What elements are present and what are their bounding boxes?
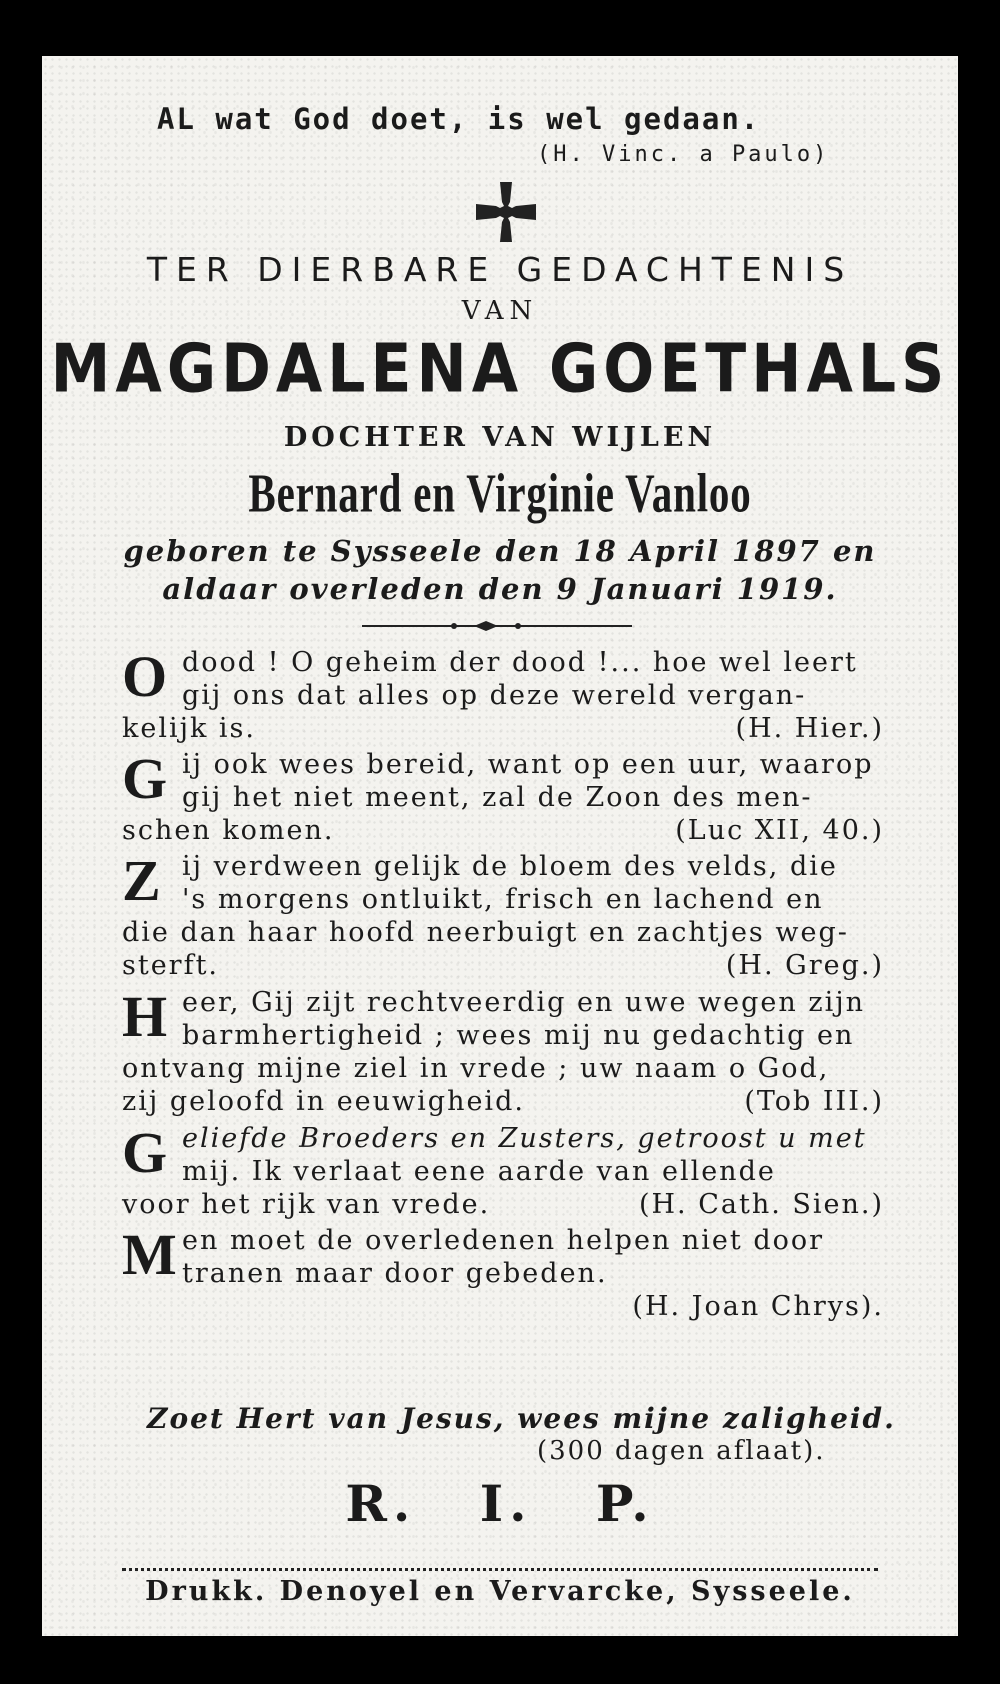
passage-line: gij het niet meent, zal de Zoon des men- bbox=[182, 782, 813, 813]
passage-chrys bbox=[122, 1224, 884, 1323]
passage-tob bbox=[122, 986, 884, 1118]
passage-line-text: zij geloofd in eeuwigheid. bbox=[122, 1086, 525, 1117]
rip-text: R. I. P. bbox=[345, 1474, 655, 1533]
printer-credit: Drukk. Denoyel en Vervarcke, Sysseele. bbox=[145, 1576, 855, 1607]
passage-source: (H. Cath. Sien.) bbox=[638, 1189, 884, 1220]
dotted-rule bbox=[122, 1568, 878, 1571]
cross-icon bbox=[474, 180, 538, 244]
passage-line: ij verdween gelijk de bloem des velds, die bbox=[182, 851, 838, 882]
passage-line: ij ook wees bereid, want op een uur, waarop bbox=[182, 749, 874, 780]
memorial-heading-van: VAN bbox=[461, 296, 539, 326]
passage-line-last bbox=[122, 1290, 884, 1323]
deceased-name: MAGDALENA GOETHALS bbox=[50, 329, 950, 409]
passage-source: (Tob III.) bbox=[744, 1086, 884, 1117]
passage-line-last bbox=[122, 1188, 884, 1221]
passage-line-last bbox=[122, 814, 884, 847]
passage-line: eer, Gij zijt rechtveerdig en uwe wegen zijn bbox=[182, 987, 865, 1018]
drop-initial: O bbox=[122, 644, 170, 709]
passage-line-text: sterft. bbox=[122, 950, 220, 981]
birth-line: geboren te Sysseele den 18 April 1897 en bbox=[123, 534, 877, 568]
passage-line-text: voor het rijk van vrede. bbox=[122, 1189, 491, 1220]
passage-greg bbox=[122, 850, 884, 982]
drop-initial: Z bbox=[122, 848, 163, 913]
passage-luc bbox=[122, 748, 884, 847]
passage-line-text: schen komen. bbox=[122, 815, 335, 846]
passage-source: (Luc XII, 40.) bbox=[675, 815, 884, 846]
passage-line: ontvang mijne ziel in vrede ; uw naam o God, bbox=[122, 1053, 830, 1084]
drop-initial: G bbox=[122, 1120, 170, 1185]
memorial-heading: TER DIERBARE GEDACHTENIS bbox=[146, 250, 854, 289]
passage-line-last bbox=[122, 712, 884, 745]
passage-cath bbox=[122, 1122, 884, 1221]
daughter-of-label: DOCHTER VAN WIJLEN bbox=[283, 422, 717, 453]
passage-line: eliefde Broeders en Zusters, getroost u met bbox=[182, 1123, 867, 1154]
passage-source: (H. Hier.) bbox=[735, 713, 884, 744]
passage-line: en moet de overledenen helpen niet door bbox=[182, 1225, 825, 1256]
passage-source: (H. Greg.) bbox=[725, 950, 884, 981]
drop-initial: G bbox=[122, 746, 170, 811]
passage-line: 's morgens ontluikt, frisch en lachend en bbox=[182, 884, 824, 915]
parents-names: Bernard en Virginie Vanloo bbox=[248, 462, 752, 524]
indulgence: (300 dagen aflaat). bbox=[537, 1436, 826, 1466]
passage-source: (H. Joan Chrys). bbox=[632, 1291, 884, 1322]
passage-hier bbox=[122, 646, 884, 745]
passage-line-last bbox=[122, 949, 884, 982]
ornamental-divider bbox=[362, 618, 632, 634]
drop-initial: M bbox=[122, 1222, 179, 1287]
passage-line: die dan haar hoofd neerbuigt en zachtjes weg- bbox=[122, 917, 849, 948]
passage-line-last bbox=[122, 1085, 884, 1118]
passage-line: gij ons dat alles op deze wereld vergan- bbox=[182, 680, 807, 711]
passage-line: dood ! O geheim der dood !... hoe wel leert bbox=[182, 647, 858, 678]
memorial-card bbox=[42, 56, 958, 1636]
top-quote: AL wat God doet, is wel gedaan. bbox=[157, 102, 761, 136]
drop-initial: H bbox=[122, 984, 170, 1049]
passage-line: mij. Ik verlaat eene aarde van ellende bbox=[182, 1156, 776, 1187]
passage-line-text: kelijk is. bbox=[122, 713, 256, 744]
invocation: Zoet Hert van Jesus, wees mijne zaligheid. bbox=[147, 1402, 896, 1435]
death-line: aldaar overleden den 9 Januari 1919. bbox=[162, 572, 838, 606]
top-quote-source: (H. Vinc. a Paulo) bbox=[537, 142, 830, 167]
passage-line: tranen maar door gebeden. bbox=[182, 1258, 608, 1289]
passage-line: barmhertigheid ; wees mij nu gedachtig en bbox=[182, 1020, 855, 1051]
